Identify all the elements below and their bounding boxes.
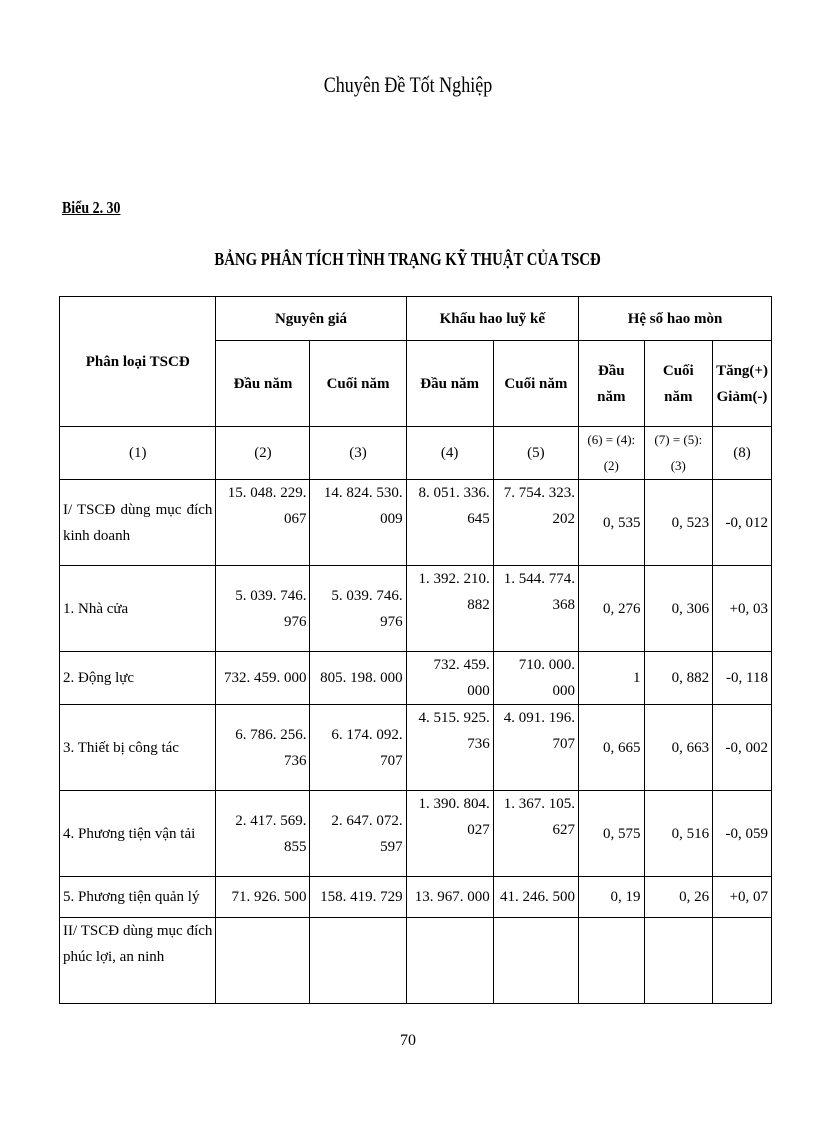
row-category: 2. Động lực <box>60 652 216 705</box>
row-ng-dau: 6. 786. 256. 736 <box>216 705 310 791</box>
row-ng-cuoi: 158. 419. 729 <box>310 877 406 918</box>
row-hs-cuoi: 0, 516 <box>644 791 713 877</box>
row-tang-giam: -0, 118 <box>713 652 772 705</box>
row-ng-cuoi <box>310 918 406 1004</box>
page-number: 70 <box>400 1032 416 1049</box>
row-kh-cuoi <box>493 918 578 1004</box>
row-hs-dau: 0, 575 <box>579 791 645 877</box>
table-row <box>60 705 772 791</box>
row-hs-cuoi: 0, 882 <box>644 652 713 705</box>
header-he-so: Hệ số hao mòn <box>579 297 772 341</box>
header-tang-giam: Tăng(+) Giảm(-) <box>713 341 772 427</box>
row-hs-dau: 1 <box>579 652 645 705</box>
header-nguyen-gia: Nguyên giá <box>216 297 406 341</box>
row-hs-cuoi: 0, 306 <box>644 566 713 652</box>
row-kh-dau: 732. 459. 000 <box>406 652 493 705</box>
row-ng-cuoi: 6. 174. 092. 707 <box>310 705 406 791</box>
row-kh-cuoi: 7. 754. 323. 202 <box>493 480 578 566</box>
index-cell: (4) <box>406 427 493 480</box>
row-hs-dau: 0, 535 <box>579 480 645 566</box>
table-row <box>60 918 772 1004</box>
row-category: II/ TSCĐ dùng mục đích phúc lợi, an ninh <box>60 918 216 1004</box>
table-row <box>60 566 772 652</box>
row-ng-dau: 5. 039. 746. 976 <box>216 566 310 652</box>
header-hs-dau-nam: Đầu năm <box>579 341 645 427</box>
row-ng-dau <box>216 918 310 1004</box>
row-ng-cuoi: 805. 198. 000 <box>310 652 406 705</box>
table-row <box>60 877 772 918</box>
row-ng-cuoi: 2. 647. 072. 597 <box>310 791 406 877</box>
row-tang-giam: +0, 03 <box>713 566 772 652</box>
row-kh-cuoi: 41. 246. 500 <box>493 877 578 918</box>
index-cell: (7) = (5):(3) <box>644 427 713 480</box>
row-ng-dau: 15. 048. 229. 067 <box>216 480 310 566</box>
row-tang-giam: -0, 059 <box>713 791 772 877</box>
row-kh-dau: 13. 967. 000 <box>406 877 493 918</box>
index-cell: (5) <box>493 427 578 480</box>
row-tang-giam: -0, 002 <box>713 705 772 791</box>
row-category: 4. Phương tiện vận tải <box>60 791 216 877</box>
row-ng-cuoi: 5. 039. 746. 976 <box>310 566 406 652</box>
row-hs-dau <box>579 918 645 1004</box>
row-tang-giam: +0, 07 <box>713 877 772 918</box>
row-tang-giam: -0, 012 <box>713 480 772 566</box>
row-category: 3. Thiết bị công tác <box>60 705 216 791</box>
row-hs-cuoi: 0, 26 <box>644 877 713 918</box>
header-khau-hao: Khấu hao luỹ kế <box>406 297 578 341</box>
row-kh-dau: 1. 392. 210. 882 <box>406 566 493 652</box>
row-ng-cuoi: 14. 824. 530. 009 <box>310 480 406 566</box>
header-kh-cuoi-nam: Cuối năm <box>493 341 578 427</box>
row-kh-dau <box>406 918 493 1004</box>
row-hs-cuoi <box>644 918 713 1004</box>
row-kh-cuoi: 1. 367. 105. 627 <box>493 791 578 877</box>
index-cell: (6) = (4):(2) <box>579 427 645 480</box>
table-title <box>0 249 816 270</box>
row-kh-dau: 1. 390. 804. 027 <box>406 791 493 877</box>
row-ng-dau: 2. 417. 569. 855 <box>216 791 310 877</box>
header-category: Phân loại TSCĐ <box>60 297 216 427</box>
row-category: 1. Nhà cửa <box>60 566 216 652</box>
depreciation-table <box>59 296 772 1004</box>
table-header-row-1 <box>60 297 772 341</box>
table-index-row <box>60 427 772 480</box>
header-kh-dau-nam: Đầu năm <box>406 341 493 427</box>
row-category: I/ TSCĐ dùng mục đích kinh doanh <box>60 480 216 566</box>
row-ng-dau: 732. 459. 000 <box>216 652 310 705</box>
table-caption: Biểu 2. 30 <box>62 198 121 217</box>
table-row <box>60 480 772 566</box>
row-kh-cuoi: 1. 544. 774. 368 <box>493 566 578 652</box>
row-tang-giam <box>713 918 772 1004</box>
index-cell: (2) <box>216 427 310 480</box>
row-kh-dau: 4. 515. 925. 736 <box>406 705 493 791</box>
table-row <box>60 652 772 705</box>
row-hs-dau: 0, 276 <box>579 566 645 652</box>
row-kh-cuoi: 4. 091. 196. 707 <box>493 705 578 791</box>
row-ng-dau: 71. 926. 500 <box>216 877 310 918</box>
table-row <box>60 791 772 877</box>
row-hs-cuoi: 0, 663 <box>644 705 713 791</box>
row-hs-dau: 0, 19 <box>579 877 645 918</box>
row-category: 5. Phương tiện quản lý <box>60 877 216 918</box>
table-title-text: BẢNG PHÂN TÍCH TÌNH TRẠNG KỸ THUẬT CỦA TSCĐ <box>214 249 602 269</box>
header-ng-dau-nam: Đầu năm <box>216 341 310 427</box>
row-kh-dau: 8. 051. 336. 645 <box>406 480 493 566</box>
index-cell: (8) <box>713 427 772 480</box>
index-cell: (3) <box>310 427 406 480</box>
document-header: Chuyên Đề Tốt Nghiệp <box>323 72 493 97</box>
header-ng-cuoi-nam: Cuối năm <box>310 341 406 427</box>
row-hs-dau: 0, 665 <box>579 705 645 791</box>
row-hs-cuoi: 0, 523 <box>644 480 713 566</box>
row-kh-cuoi: 710. 000. 000 <box>493 652 578 705</box>
index-cell: (1) <box>60 427 216 480</box>
header-hs-cuoi-nam: Cuối năm <box>644 341 713 427</box>
